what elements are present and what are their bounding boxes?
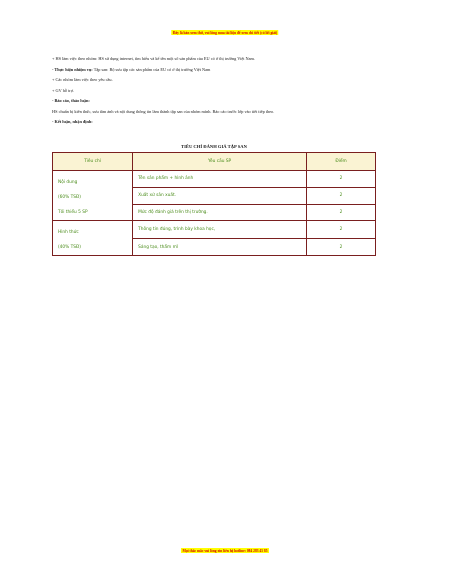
paragraph: - Báo cáo, thảo luận: <box>52 98 90 103</box>
criteria-line: Hình thức <box>58 230 79 236</box>
paragraph: - Thực hiện nhiệm vụ: Tập san: Bộ sưu tập các sản phẩm của EU có ở thị trường Việt Nam <box>52 66 211 72</box>
paragraph: - Kết luận, nhận định: <box>52 119 93 124</box>
header-requirement: Yêu cầu SP <box>133 153 307 171</box>
header-criteria: Tiêu chí <box>53 153 133 171</box>
criteria-cell-form <box>53 221 133 256</box>
table-row <box>53 221 376 239</box>
requirement-cell: Xuất xứ sản xuất. <box>133 187 307 204</box>
paragraph: + Các nhóm làm việc theo yêu cầu. <box>52 77 113 82</box>
score-cell: 2 <box>307 204 376 221</box>
requirement-cell: Tên sản phẩm + hình ảnh <box>133 171 307 188</box>
score-cell: 2 <box>307 221 376 239</box>
criteria-line: (40% TSĐ) <box>58 245 81 251</box>
score-cell: 2 <box>307 187 376 204</box>
criteria-line: Nội dung <box>58 180 78 185</box>
requirement-cell: Mức độ đánh giá trên thị trường. <box>133 204 307 221</box>
criteria-line: Tối thiểu 5 SP <box>58 210 88 215</box>
score-cell: 2 <box>307 171 376 188</box>
requirement-cell: Thông tin đúng, trình bày khoa học, <box>133 221 307 239</box>
paragraph: + GV hỗ trợ. <box>52 87 75 93</box>
table-header-row <box>53 153 376 171</box>
criteria-line: (60% TSĐ) <box>58 195 81 200</box>
lesson-content <box>52 56 376 130</box>
hotline-banner: Mọi thắc mắc vui lòng xin liên hệ hotline: 084 283 45 85 <box>182 548 268 553</box>
paragraph: HS chuẩn bị kiến thức, sưu tầm ảnh và nội dung thông tin làm thành tập san của nhóm mình. Báo cáo trước lớp vào tiết tiếp theo. <box>52 108 275 114</box>
table-row <box>53 171 376 188</box>
paragraph: + HS làm việc theo nhóm: HS sử dụng internet, tìm hiểu và kể tên một số sản phẩm của EU có ở thị trường Việt Nam. <box>52 56 255 61</box>
criteria-table <box>52 152 376 256</box>
requirement-cell: Sáng tạo, thẩm mĩ <box>133 238 307 256</box>
header-score: Điểm <box>307 153 376 171</box>
criteria-cell-content <box>53 171 133 221</box>
table-title: TIÊU CHÍ ĐÁNH GIÁ TẬP SAN <box>181 144 247 149</box>
score-cell: 2 <box>307 238 376 256</box>
preview-banner: Đây là bản xem thử, vui lòng mua tài liệu để xem chi tiết (có lời giải) <box>172 30 278 35</box>
